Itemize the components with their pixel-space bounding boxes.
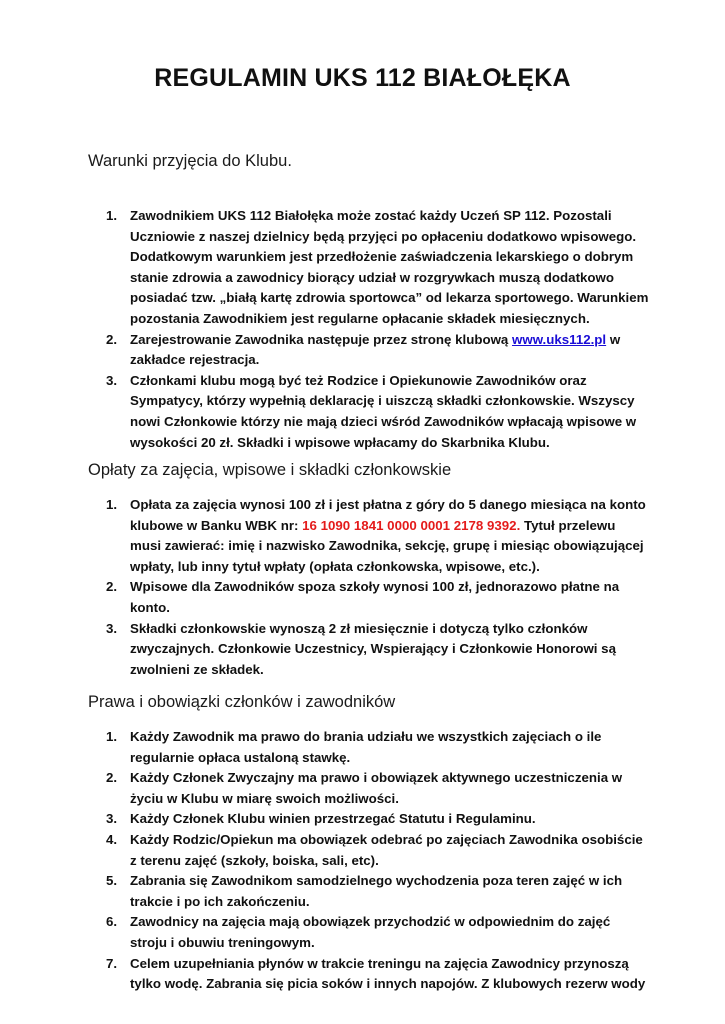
admission-list	[106, 206, 650, 453]
list-item	[106, 206, 650, 330]
item-text: Zarejestrowanie Zawodnika następuje przez stronę klubową	[130, 331, 513, 347]
item-number: 3.	[106, 811, 118, 827]
item-text: Tytuł przelewu musi zawierać: imię i nazwisko Zawodnika, sekcję, grupę i miesiąc obowiązującej wpłaty, lub inny tytuł wpłaty (opłata członkowska, wpisowe, etc.).	[130, 517, 644, 574]
item-text: Wpisowe dla Zawodników spoza szkoły wynosi 100 zł, jednorazowo płatne na konto.	[130, 579, 620, 615]
section-heading-fees: Opłaty za zajęcia, wpisowe i składki członkowskie	[88, 461, 452, 479]
item-text: Celem uzupełniania płynów w trakcie treningu na zajęcia Zawodnicy przynoszą tylko wodę. Zabrania się picia soków i innych napojów. Z klubowych rezerw wody	[130, 955, 646, 992]
item-number: 4.	[106, 831, 118, 847]
item-text: Zawodnicy na zajęcia mają obowiązek przychodzić w odpowiednim do zajęć stroju i obuwiu treningowym.	[130, 914, 611, 950]
list-item	[106, 912, 650, 953]
list-item	[106, 809, 650, 830]
item-number: 3.	[106, 620, 118, 636]
item-number: 3.	[106, 372, 118, 388]
list-item	[106, 619, 650, 681]
fees-list	[106, 495, 650, 680]
item-text: Zabrania się Zawodnikom samodzielnego wychodzenia poza teren zajęć w ich trakcie i po ich zakończeniu.	[130, 873, 623, 909]
item-number: 1.	[106, 729, 118, 744]
rights-list	[106, 727, 650, 995]
item-text: Każdy Członek Zwyczajny ma prawo i obowiązek aktywnego uczestniczenia w życiu w Klubu w miarę swoich możliwości.	[130, 770, 623, 806]
item-text: Opłata za zajęcia wynosi 100 zł i jest płatna z góry do 5 danego miesiąca na konto klubowe w Banku WBK nr:	[130, 497, 646, 533]
item-number: 7.	[106, 955, 118, 971]
item-number: 1.	[106, 208, 118, 223]
bank-account-number: 16 1090 1841 0000 0001 2178 9392.	[302, 517, 521, 533]
document-title: REGULAMIN UKS 112 BIAŁOŁĘKA	[154, 64, 571, 92]
item-text: Każdy Członek Klubu winien przestrzegać Statutu i Regulaminu.	[130, 811, 536, 827]
item-number: 2.	[106, 770, 118, 786]
item-text: Składki członkowskie wynoszą 2 zł miesięcznie i dotyczą tylko członków zwyczajnych. Członkowie Uczestnicy, Wspierający i Członkowie Honorowi są zwolnieni ze składek.	[130, 620, 616, 677]
item-text: Zawodnikiem UKS 112 Białołęka może zostać każdy Uczeń SP 112. Pozostali Uczniowie z naszej dzielnicy będą przyjęci po opłaceniu dodatkowo wpisowego. Dodatkowym warunkiem jest przedłożenie zaświadczenia lekarskiego o dobrym stanie zdrowia a zawodnicy biorący udział w rozgrywkach muszą dodatkowo posiadać tzw. „białą kartę zdrowia sportowca” od lekarza sportowego. Warunkiem pozostania Zawodnikiem jest regularne opłacanie składek miesięcznych.	[130, 208, 649, 326]
item-text: Każdy Zawodnik ma prawo do brania udziału we wszystkich zajęciach o ile regularnie opłaca ustaloną stawkę.	[130, 729, 602, 765]
list-item	[106, 495, 650, 577]
item-text: w zakładce rejestracja.	[130, 331, 621, 368]
list-item	[106, 577, 650, 618]
item-number: 1.	[106, 497, 118, 512]
item-number: 2.	[106, 579, 118, 595]
list-item	[106, 371, 650, 453]
list-item	[106, 871, 650, 912]
list-item	[106, 830, 650, 871]
list-item	[106, 727, 650, 768]
item-number: 6.	[106, 914, 118, 930]
item-number: 5.	[106, 873, 118, 889]
list-item	[106, 768, 650, 809]
club-website-link[interactable]: www.uks112.pl	[512, 331, 607, 347]
item-number: 2.	[106, 331, 118, 347]
section-heading-admission: Warunki przyjęcia do Klubu.	[88, 152, 292, 170]
item-text: Członkami klubu mogą być też Rodzice i Opiekunowie Zawodników oraz Sympatycy, którzy wypełnią deklarację i uiszczą składki członkowskie. Wszyscy nowi Członkowie którzy nie mają dzieci wśród Zawodników wpłacają wpisowe w wysokości 20 zł. Składki i wpisowe wpłacamy do Skarbnika Klubu.	[130, 372, 637, 450]
list-item	[106, 954, 650, 995]
list-item	[106, 330, 650, 371]
section-heading-rights: Prawa i obowiązki członków i zawodników	[88, 693, 396, 711]
item-text: Każdy Rodzic/Opiekun ma obowiązek odebrać po zajęciach Zawodnika osobiście z terenu zajęć (szkoły, boiska, sali, etc).	[130, 831, 643, 868]
